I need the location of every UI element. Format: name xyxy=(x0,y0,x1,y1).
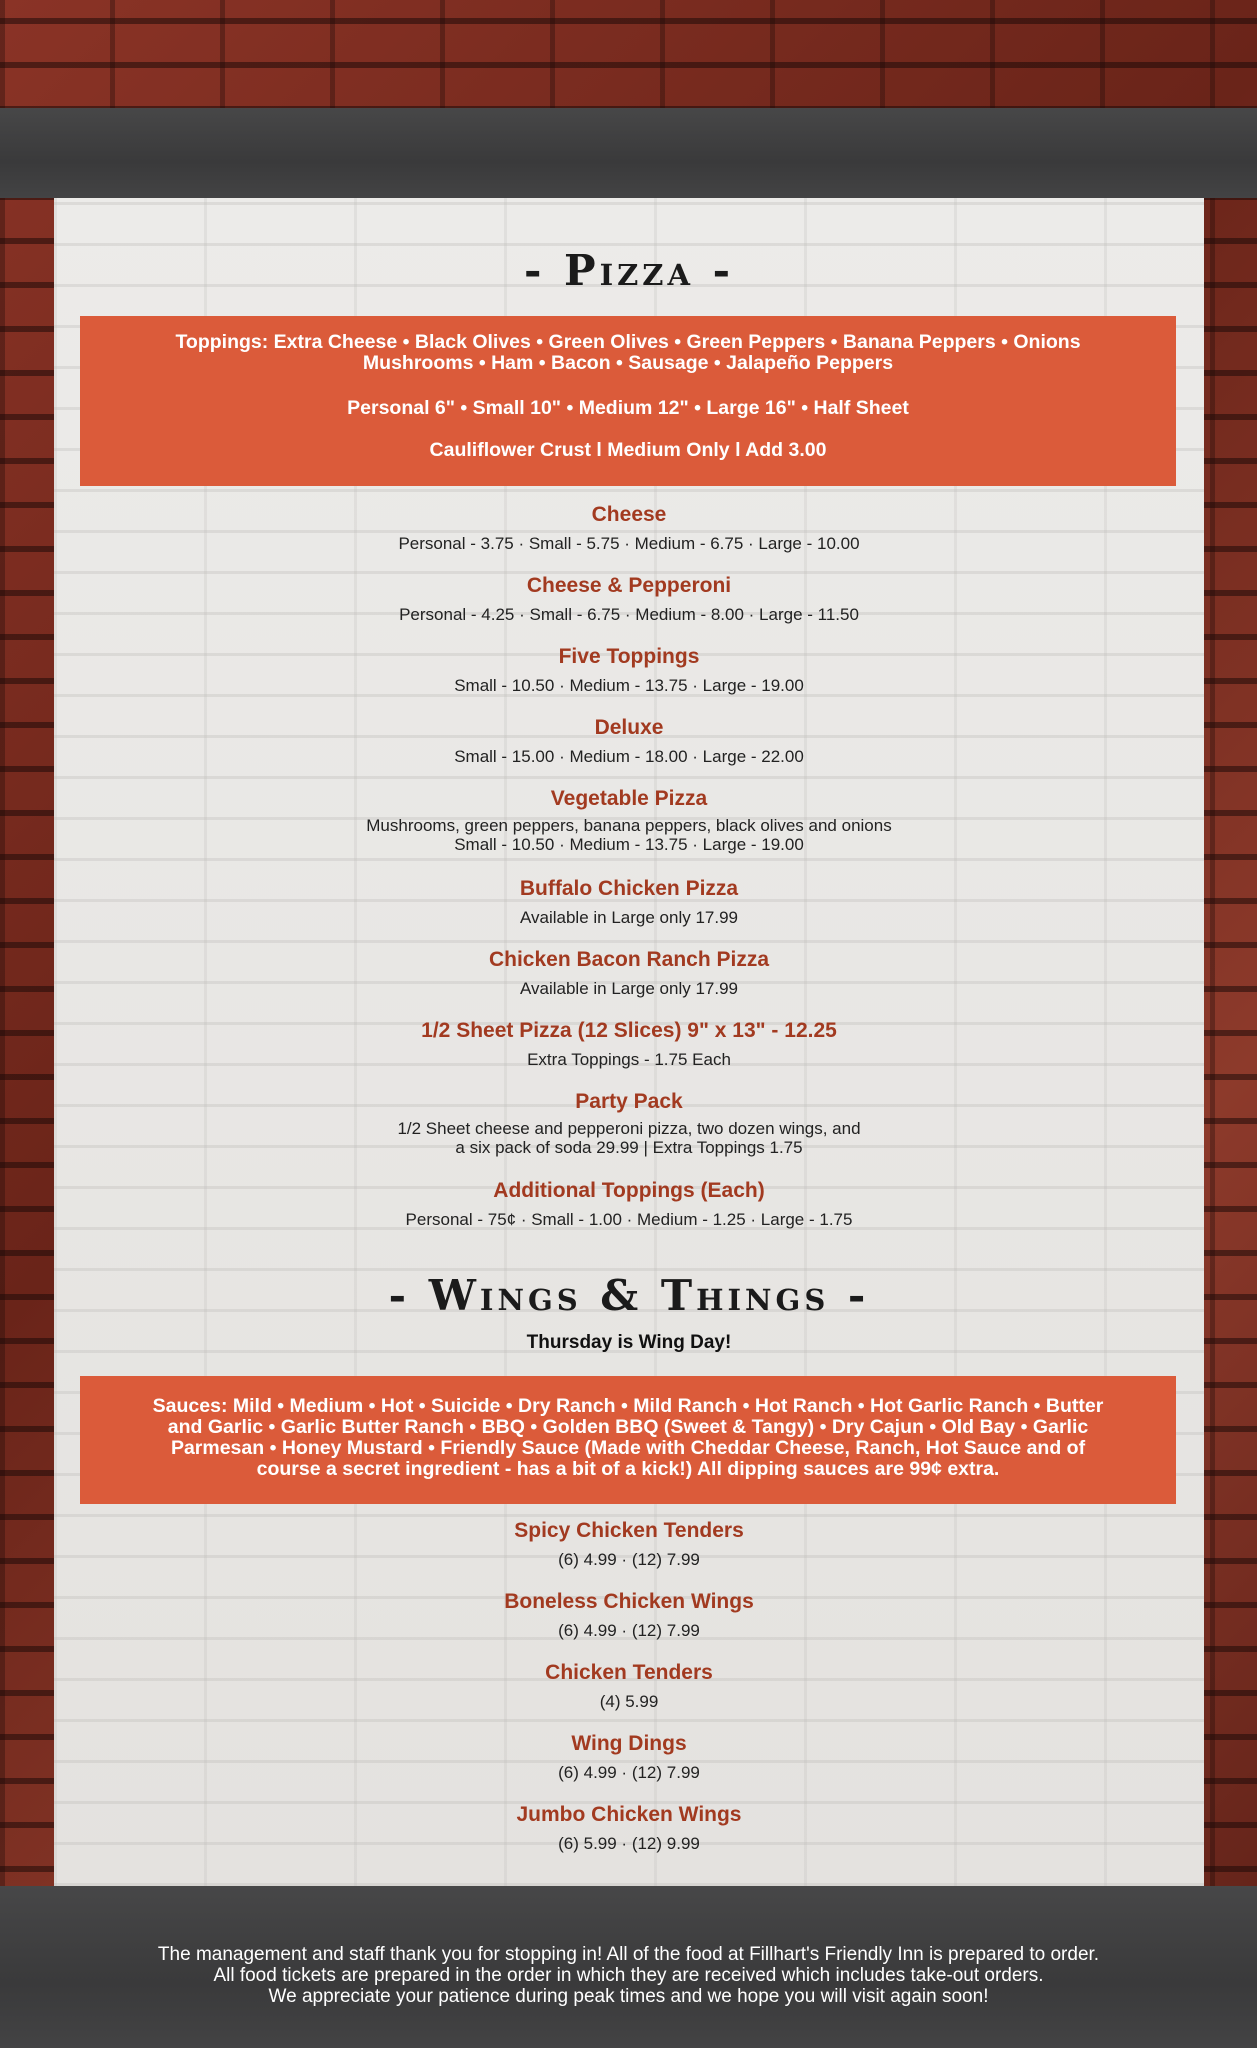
footer-line-2: All food tickets are prepared in the order in which they are received which includes take-out orders. xyxy=(213,1965,1044,1986)
wings-section-title: - Wings & Things - xyxy=(388,1271,870,1320)
item-name: 1/2 Sheet Pizza (12 Slices) 9" x 13" - 12.25 xyxy=(421,1019,837,1042)
item-price: (6) 4.99 · (12) 7.99 xyxy=(558,1621,700,1640)
toppings-line-1: Toppings: Extra Cheese • Black Olives • Green Olives • Green Peppers • Banana Peppers • Onions xyxy=(175,331,1081,353)
menu-item xyxy=(54,715,1204,766)
menu-item xyxy=(54,1589,1204,1640)
item-name: Five Toppings xyxy=(558,645,700,668)
item-description: 1/2 Sheet cheese and pepperoni pizza, two dozen wings, and xyxy=(397,1119,861,1138)
sauces-box xyxy=(80,1376,1176,1504)
item-price: Extra Toppings - 1.75 Each xyxy=(527,1050,731,1069)
menu-item xyxy=(54,1089,1204,1157)
menu-item xyxy=(54,1518,1204,1569)
item-price: Personal - 4.25 · Small - 6.75 · Medium - 8.00 · Large - 11.50 xyxy=(399,605,859,624)
toppings-line-2: Mushrooms • Ham • Bacon • Sausage • Jalapeño Peppers xyxy=(362,352,894,374)
item-name: Chicken Tenders xyxy=(545,1661,713,1684)
wing-day-note: Thursday is Wing Day! xyxy=(526,1332,732,1353)
menu-item xyxy=(54,947,1204,998)
item-name: Additional Toppings (Each) xyxy=(493,1179,765,1202)
item-name: Cheese & Pepperoni xyxy=(526,574,732,597)
item-name: Party Pack xyxy=(575,1090,683,1113)
top-band xyxy=(0,108,1257,198)
menu-item xyxy=(54,1660,1204,1711)
pizza-sizes: Personal 6" • Small 10" • Medium 12" • Large 16" • Half Sheet xyxy=(347,397,909,419)
menu-item xyxy=(54,1802,1204,1853)
menu-item xyxy=(54,1018,1204,1069)
item-name: Deluxe xyxy=(594,716,664,739)
item-price: (6) 4.99 · (12) 7.99 xyxy=(558,1550,700,1569)
sauces-line-1: Sauces: Mild • Medium • Hot • Suicide • Dry Ranch • Mild Ranch • Hot Ranch • Hot Garlic Ranch • Butter xyxy=(152,1395,1104,1417)
item-name: Cheese xyxy=(591,503,667,526)
menu-item xyxy=(54,502,1204,553)
item-price: Personal - 75¢ · Small - 1.00 · Medium - 1.25 · Large - 1.75 xyxy=(405,1210,853,1229)
item-price: (4) 5.99 xyxy=(599,1692,659,1711)
item-price: Available in Large only 17.99 xyxy=(519,908,738,927)
footer-line-3: We appreciate your patience during peak times and we hope you will visit again soon! xyxy=(268,1986,989,2007)
cauliflower-crust: Cauliflower Crust l Medium Only l Add 3.00 xyxy=(429,439,827,461)
menu-item xyxy=(54,1731,1204,1782)
sauces-line-4: course a secret ingredient - has a bit of a kick!) All dipping sauces are 99¢ extra. xyxy=(256,1458,1000,1480)
item-name: Chicken Bacon Ranch Pizza xyxy=(488,948,770,971)
menu-item xyxy=(54,876,1204,927)
sauces-line-2: and Garlic • Garlic Butter Ranch • BBQ • Golden BBQ (Sweet & Tangy) • Dry Cajun • Old Bay • Garlic xyxy=(167,1416,1089,1438)
item-name: Buffalo Chicken Pizza xyxy=(519,877,739,900)
pizza-section-title: - Pizza - xyxy=(523,246,735,295)
menu-item xyxy=(54,573,1204,624)
menu-panel xyxy=(54,198,1204,1886)
menu-item xyxy=(54,786,1204,854)
item-price: a six pack of soda 29.99 | Extra Toppings 1.75 xyxy=(455,1138,803,1157)
item-name: Spicy Chicken Tenders xyxy=(514,1519,744,1542)
item-price: Available in Large only 17.99 xyxy=(519,979,738,998)
pizza-toppings-box xyxy=(80,316,1176,486)
item-name: Jumbo Chicken Wings xyxy=(516,1803,742,1826)
footer-line-1: The management and staff thank you for stopping in! All of the food at Fillhart's Friendly Inn is prepared to order. xyxy=(157,1944,1100,1965)
menu-item xyxy=(54,1178,1204,1229)
item-price: Small - 10.50 · Medium - 13.75 · Large - 19.00 xyxy=(454,676,804,695)
item-price: (6) 4.99 · (12) 7.99 xyxy=(558,1763,700,1782)
item-name: Boneless Chicken Wings xyxy=(504,1590,754,1613)
item-price: Personal - 3.75 · Small - 5.75 · Medium - 6.75 · Large - 10.00 xyxy=(398,534,860,553)
footer-message xyxy=(40,1944,1217,2007)
item-name: Vegetable Pizza xyxy=(550,787,708,810)
menu-item xyxy=(54,644,1204,695)
sauces-line-3: Parmesan • Honey Mustard • Friendly Sauce (Made with Cheddar Cheese, Ranch, Hot Sauce and of xyxy=(170,1437,1086,1459)
item-name: Wing Dings xyxy=(571,1732,687,1755)
item-description: Mushrooms, green peppers, banana peppers, black olives and onions xyxy=(366,816,892,835)
item-price: Small - 15.00 · Medium - 18.00 · Large - 22.00 xyxy=(454,747,804,766)
item-price: (6) 5.99 · (12) 9.99 xyxy=(558,1834,700,1853)
item-price: Small - 10.50 · Medium - 13.75 · Large - 19.00 xyxy=(454,835,804,854)
